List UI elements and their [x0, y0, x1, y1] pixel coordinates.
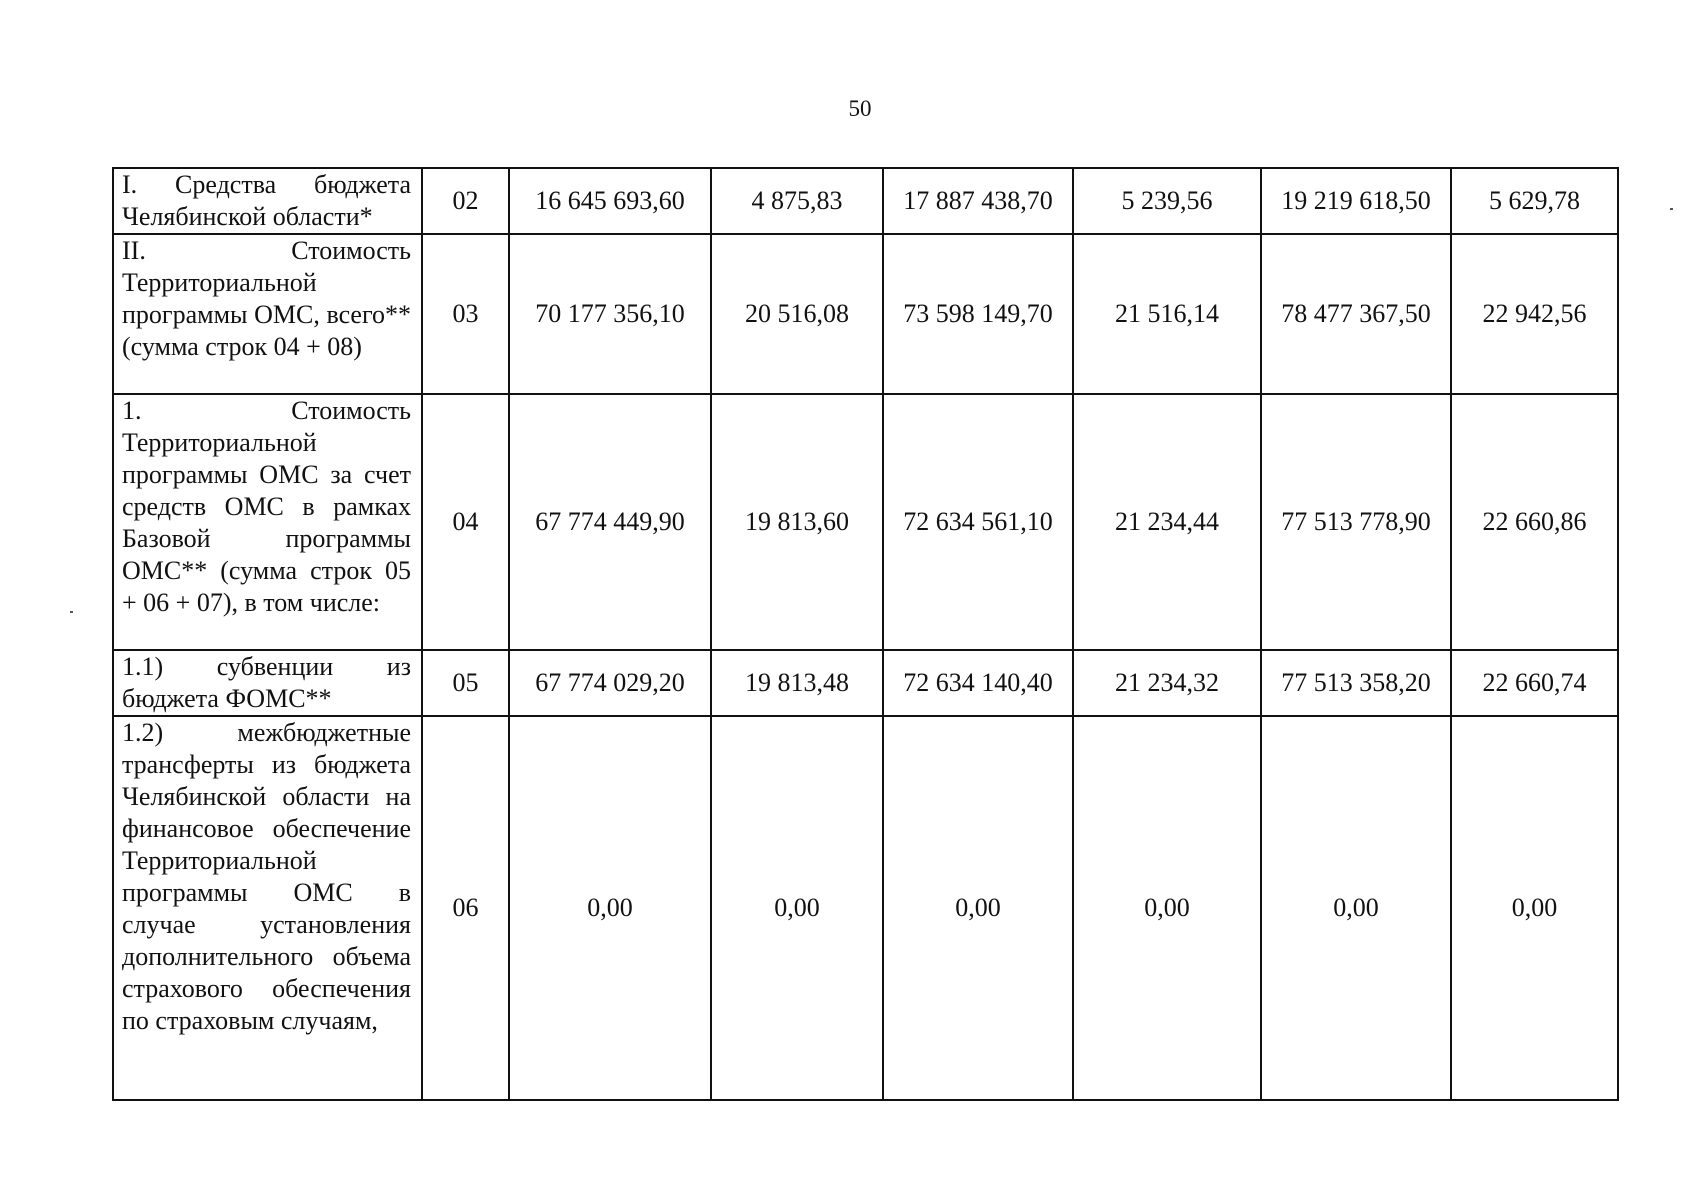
- value-cell: 19 219 618,50: [1261, 168, 1451, 234]
- row-code: 02: [422, 168, 509, 234]
- value-cell: 22 660,74: [1451, 650, 1618, 716]
- value-cell: 72 634 561,10: [883, 394, 1073, 650]
- table-row: [113, 650, 1618, 716]
- row-label: 1.2) межбюджетные трансферты из бюджета Челябинской области на финансовое обеспечение Территориальной программы ОМС в случае установления дополнительного объема страхового обеспечения по страховым случаям,: [113, 716, 422, 1100]
- value-cell: 5 629,78: [1451, 168, 1618, 234]
- table-row: [113, 394, 1618, 650]
- row-label: 1. Стоимость Территориальной программы ОМС за счет средств ОМС в рамках Базовой программы ОМС** (сумма строк 05 + 06 + 07), в том числе:: [113, 394, 422, 650]
- value-cell: 78 477 367,50: [1261, 234, 1451, 394]
- table-row: [113, 234, 1618, 394]
- row-label: II. Стоимость Территориальной программы ОМС, всего** (сумма строк 04 + 08): [113, 234, 422, 394]
- value-cell: 21 234,32: [1073, 650, 1261, 716]
- value-cell: 67 774 029,20: [509, 650, 711, 716]
- value-cell: 77 513 358,20: [1261, 650, 1451, 716]
- row-code: 06: [422, 716, 509, 1100]
- value-cell: 77 513 778,90: [1261, 394, 1451, 650]
- value-cell: 4 875,83: [711, 168, 883, 234]
- value-cell: 21 516,14: [1073, 234, 1261, 394]
- row-label: 1.1) субвенции из бюджета ФОМС**: [113, 650, 422, 716]
- value-cell: 70 177 356,10: [509, 234, 711, 394]
- row-code: 03: [422, 234, 509, 394]
- page-number: 50: [848, 96, 872, 121]
- value-cell: 19 813,48: [711, 650, 883, 716]
- value-cell: 67 774 449,90: [509, 394, 711, 650]
- scan-speck: [70, 611, 73, 613]
- value-cell: 0,00: [1073, 716, 1261, 1100]
- row-label: I. Средства бюджета Челябинской области*: [113, 168, 422, 234]
- value-cell: 22 660,86: [1451, 394, 1618, 650]
- table-row: [113, 168, 1618, 234]
- value-cell: 17 887 438,70: [883, 168, 1073, 234]
- value-cell: 72 634 140,40: [883, 650, 1073, 716]
- budget-table: [112, 167, 1619, 1101]
- value-cell: 16 645 693,60: [509, 168, 711, 234]
- value-cell: 0,00: [711, 716, 883, 1100]
- row-code: 04: [422, 394, 509, 650]
- table-row: [113, 716, 1618, 1100]
- value-cell: 0,00: [1261, 716, 1451, 1100]
- scan-speck: [1670, 208, 1673, 210]
- value-cell: 5 239,56: [1073, 168, 1261, 234]
- value-cell: 0,00: [1451, 716, 1618, 1100]
- value-cell: 73 598 149,70: [883, 234, 1073, 394]
- value-cell: 22 942,56: [1451, 234, 1618, 394]
- value-cell: 0,00: [883, 716, 1073, 1100]
- value-cell: 21 234,44: [1073, 394, 1261, 650]
- value-cell: 0,00: [509, 716, 711, 1100]
- row-code: 05: [422, 650, 509, 716]
- value-cell: 20 516,08: [711, 234, 883, 394]
- value-cell: 19 813,60: [711, 394, 883, 650]
